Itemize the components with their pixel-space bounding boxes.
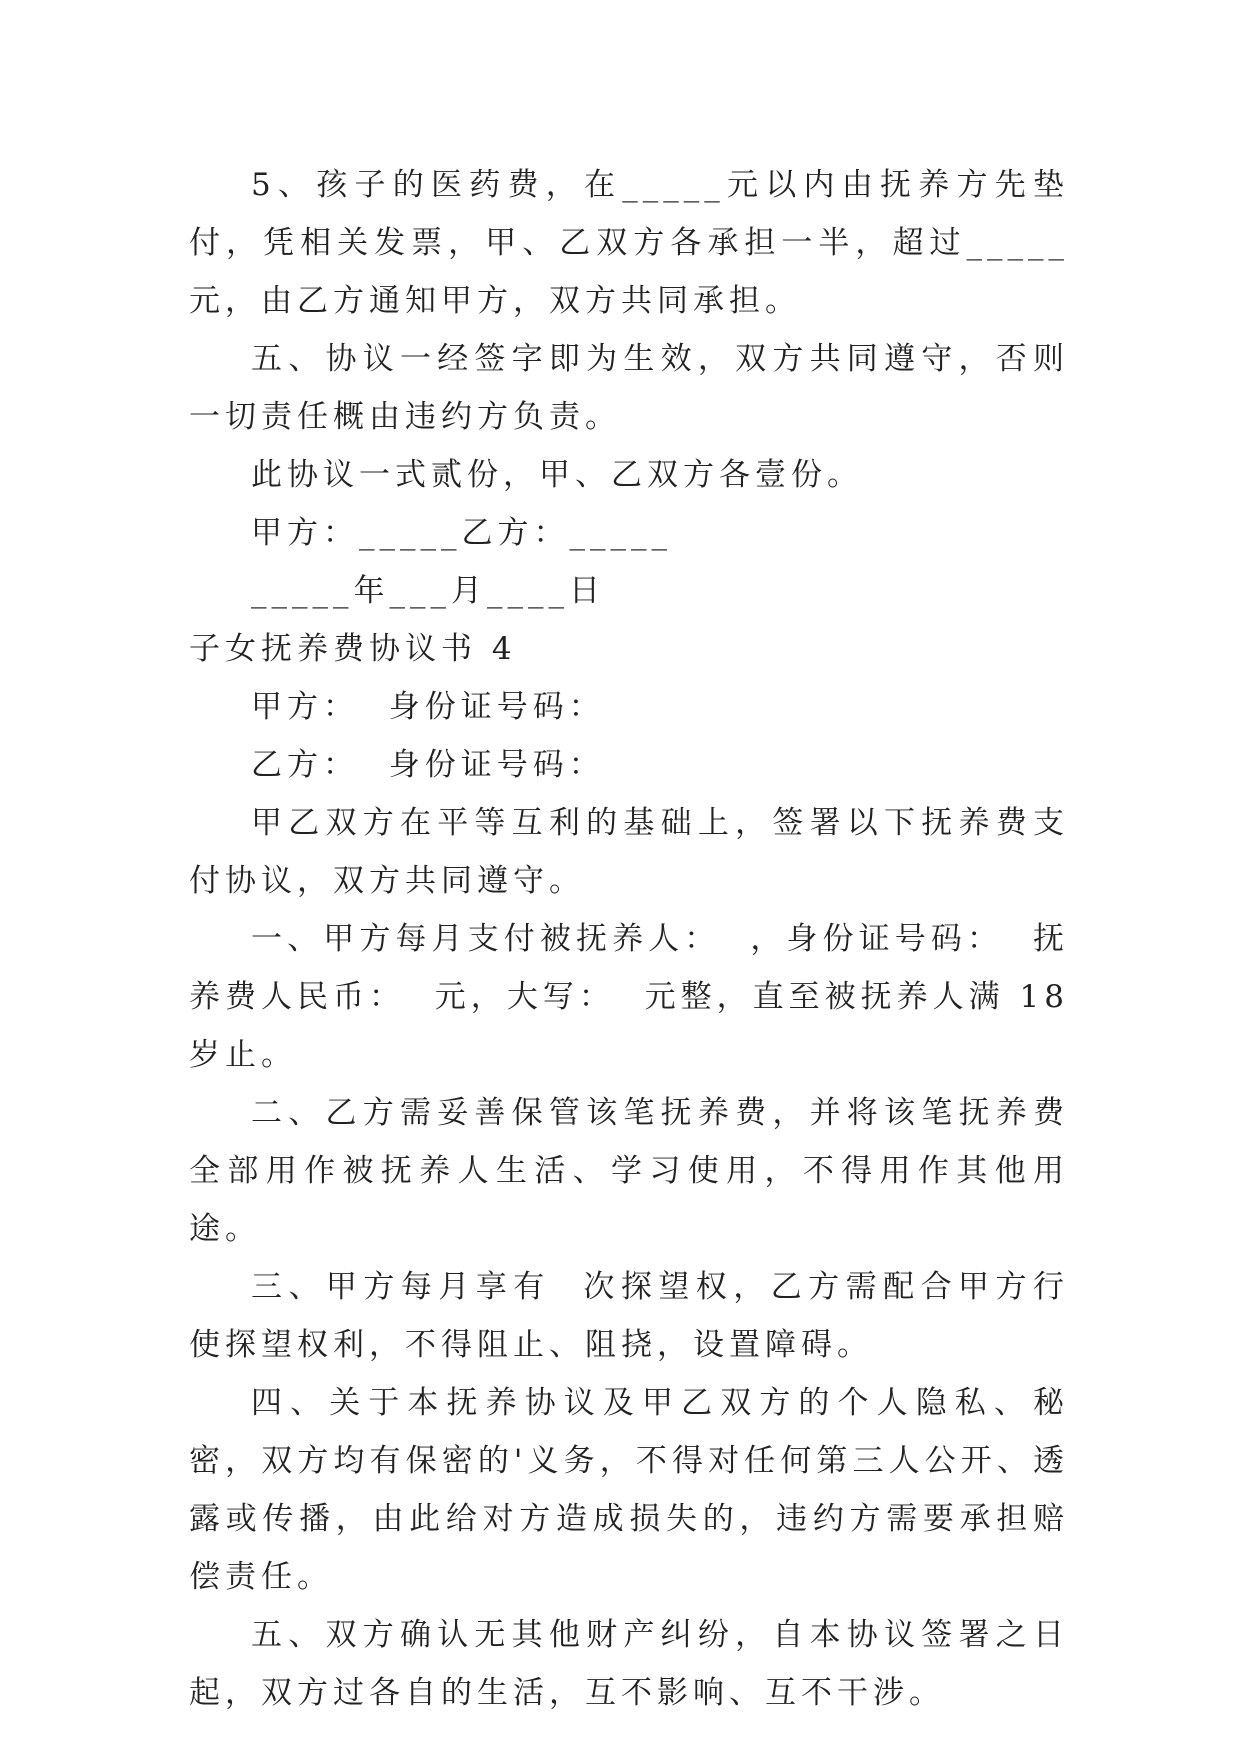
date-line: _____年___月____日 <box>251 573 605 609</box>
clause-1: 一、甲方每月支付被抚养人： ，身份证号码： 抚养费人民币： 元，大写： 元整，直至被抚养人满 18 岁止。 <box>189 921 1084 1073</box>
party-b-line: 乙方： 身份证号码： <box>251 747 605 783</box>
signature-line: 甲方：_____乙方：_____ <box>251 515 672 551</box>
document-body <box>189 156 1084 1722</box>
section-title: 子女抚养费协议书 4 <box>189 631 517 667</box>
clause-2: 二、乙方需妥善保管该笔抚养费，并将该笔抚养费全部用作被抚养人生活、学习使用，不得用作其他用途。 <box>189 1095 1069 1247</box>
party-a-line: 甲方： 身份证号码： <box>251 689 605 725</box>
clause-5: 五、双方确认无其他财产纠纷，自本协议签署之日起，双方过各自的生活，互不影响、互不干涉。 <box>189 1617 1069 1711</box>
paragraph-preamble: 甲乙双方在平等互利的基础上，签署以下抚养费支付协议，双方共同遵守。 <box>189 805 1069 899</box>
clause-4: 四、关于本抚养协议及甲乙双方的个人隐私、秘密，双方均有保密的'义务，不得对任何第三人公开、透露或传播，由此给对方造成损失的，违约方需要承担赔偿责任。 <box>189 1385 1069 1595</box>
clause-3: 三、甲方每月享有 次探望权，乙方需配合甲方行使探望权利，不得阻止、阻挠，设置障碍。 <box>189 1269 1069 1363</box>
paragraph-agreement-effective: 五、协议一经签字即为生效，双方共同遵守，否则一切责任概由违约方负责。 <box>189 341 1069 435</box>
paragraph-medical-expenses: 5、孩子的医药费，在_____元以内由抚养方先垫付，凭相关发票，甲、乙双方各承担一半，超过_____元，由乙方通知甲方，双方共同承担。 <box>189 167 1069 319</box>
paragraph-copies: 此协议一式贰份，甲、乙双方各壹份。 <box>251 457 863 493</box>
